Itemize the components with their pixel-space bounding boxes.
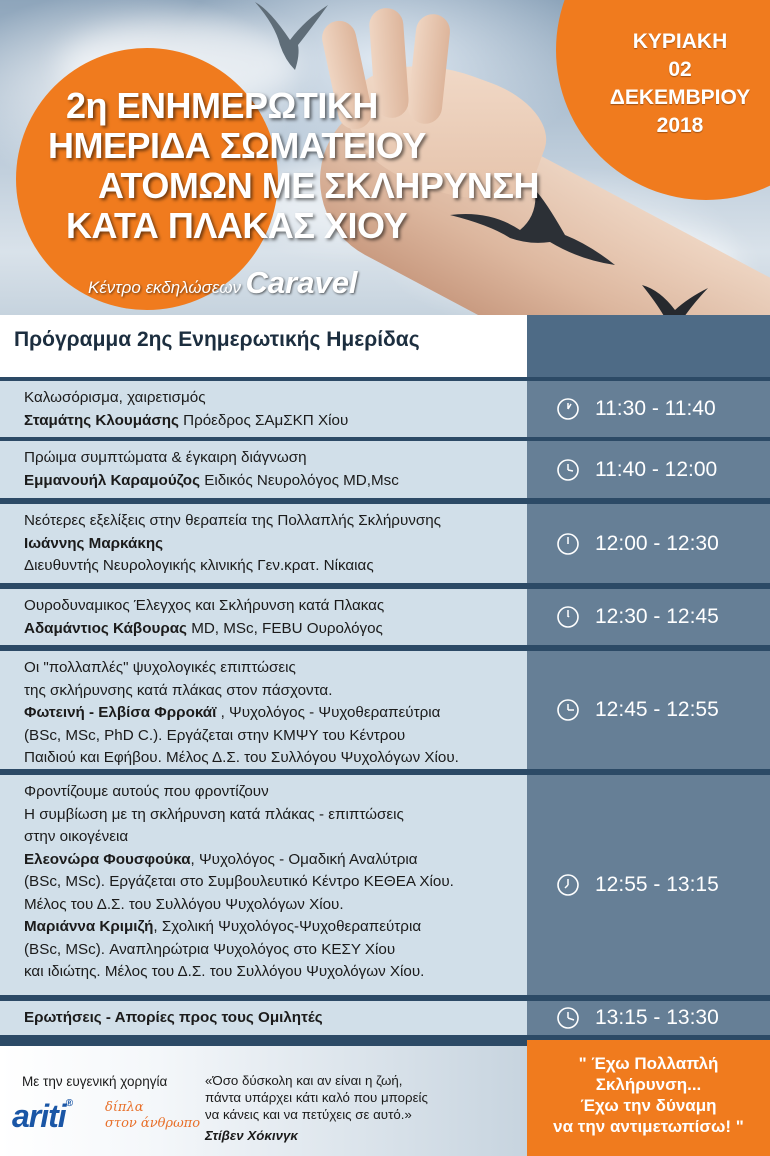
session-row (0, 589, 770, 645)
sponsor-label: Με την ευγενική χορηγία (22, 1074, 168, 1089)
session-row (0, 441, 770, 498)
quote-line: «Όσο δύσκολη και αν είναι η ζωή, (205, 1073, 403, 1088)
session-text: Καλωσόρισμα, χαιρετισμός (24, 389, 206, 406)
session-text: Πρώιμα συμπτώματα & έγκαιρη διάγνωση (24, 449, 307, 466)
session-line (24, 555, 517, 578)
session-time: 11:30 - 11:40 (595, 397, 716, 420)
session-time-cell (527, 381, 770, 437)
session-text: και ιδιώτης. Μέλος του Δ.Σ. του Συλλόγου Ψυχολόγων Χίου. (24, 963, 425, 980)
session-row (0, 504, 770, 583)
session-time-cell (527, 775, 770, 995)
session-text: Πρόεδρος ΣΑμΣΚΠ Χίου (178, 411, 349, 429)
date-day: ΚΥΡΙΑΚΗ (632, 30, 728, 53)
session-details (0, 589, 527, 645)
motto-line: " Έχω Πολλαπλή (578, 1054, 719, 1073)
session-time-cell (527, 589, 770, 645)
bird-icon (640, 280, 710, 315)
session-text: (BSc, MSc). Αναπληρώτρια Ψυχολόγος στο ΚΕΣΥ Χίου (24, 940, 396, 958)
session-line (24, 470, 517, 493)
session-time-cell (527, 1001, 770, 1035)
session-text: Φροντίζουμε αυτούς που φροντίζουν (24, 783, 269, 800)
session-line (24, 657, 517, 680)
quote (205, 1072, 525, 1123)
session-time-cell (527, 441, 770, 498)
session-text: Ειδικός Νευρολόγος MD,Msc (199, 471, 399, 489)
session-time: 12:55 - 13:15 (595, 873, 719, 896)
program-title-side (527, 315, 770, 377)
session-details (0, 381, 527, 437)
venue (88, 265, 358, 301)
session-text: Παιδιού και Εφήβου. Μέλος Δ.Σ. του Συλλόγου Ψυχολόγων Χίου. (24, 749, 459, 766)
session-line (24, 595, 517, 618)
session-text: της σκλήρυνσης κατά πλάκας στον πάσχοντα. (24, 681, 333, 699)
session-text: στην οικογένεια (24, 828, 129, 845)
session-line (24, 849, 517, 872)
quote-line: πάντα υπάρχει κάτι καλό που μπορείς (205, 1090, 428, 1105)
session-line (24, 916, 517, 939)
session-text: Ουροδυναμικος Έλεγχος και Σκλήρυνση κατά Πλακας (24, 597, 385, 614)
quote-author: Στίβεν Χόκινγκ (205, 1128, 298, 1143)
date-month: ΔΕΚΕΜΒΡΙΟΥ (609, 86, 751, 109)
session-details (0, 1001, 527, 1035)
session-line (24, 410, 517, 433)
speaker-name: Αδαμάντιος Κάβουρας (24, 619, 187, 637)
session-line (24, 680, 517, 703)
speaker-name: Ερωτήσεις - Απορίες προς τους Ομιλητές (24, 1009, 323, 1026)
session-line (24, 447, 517, 470)
title-line: ΚΑΤΑ ΠΛΑΚΑΣ ΧΙΟΥ (66, 205, 407, 246)
session-text: Νεότερες εξελίξεις στην θεραπεία της Πολλαπλής Σκλήρυνσης (24, 512, 441, 529)
session-line (24, 939, 517, 962)
motto-line: Σκλήρυνση... (595, 1075, 702, 1094)
session-text: Διευθυντής Νευρολογικής κλινικής Γεν.κρατ. Νίκαιας (24, 557, 374, 574)
session-line (24, 804, 517, 827)
session-row (0, 381, 770, 437)
session-details (0, 651, 527, 769)
quote-line: να κάνεις και να πετύχεις σε αυτό.» (205, 1107, 412, 1122)
session-details (0, 441, 527, 498)
session-line (24, 747, 517, 770)
session-line (24, 725, 517, 748)
session-time: 13:15 - 13:30 (595, 1006, 719, 1029)
sponsor-tagline-line: στον άνθρωπο (105, 1116, 201, 1131)
session-line (24, 961, 517, 984)
speaker-name: Ελεονώρα Φουσφούκα (24, 850, 191, 868)
session-line (24, 510, 517, 533)
clock-icon (556, 873, 580, 897)
session-time-cell (527, 504, 770, 583)
motto (527, 1053, 770, 1137)
session-time: 12:45 - 12:55 (595, 698, 719, 721)
clock-icon (556, 458, 580, 482)
sponsor-logo-text: ariti (12, 1098, 66, 1134)
session-line (24, 533, 517, 556)
session-line (24, 781, 517, 804)
session-text: , Σχολική Ψυχολόγος-Ψυχοθεραπεύτρια (153, 918, 422, 935)
session-text: (BSc, MSc). Εργάζεται στο Συμβουλευτικό Κέντρο ΚΕΘΕΑ Χίου. (24, 873, 454, 890)
session-line (24, 702, 517, 725)
title-line: ΗΜΕΡΙΔΑ ΣΩΜΑΤΕΙΟΥ (48, 125, 426, 166)
session-text: MD, MSc, FEBU Ουρολόγος (186, 619, 383, 637)
clock-icon (556, 605, 580, 629)
program-title: Πρόγραμμα 2ης Ενημερωτικής Ημερίδας (14, 328, 420, 351)
session-details (0, 504, 527, 583)
session-text: , Ψυχολόγος - Ομαδική Αναλύτρια (190, 850, 418, 868)
session-text: Μέλος του Δ.Σ. του Συλλόγου Ψυχολόγων Χίου. (24, 895, 344, 913)
session-line (24, 387, 517, 410)
hero-banner (0, 0, 770, 315)
session-row (0, 651, 770, 769)
event-title (40, 86, 560, 246)
session-line (24, 1007, 517, 1030)
venue-prefix: Κέντρο εκδηλώσεων (88, 278, 242, 297)
motto-line: Έχω την δύναμη (580, 1096, 717, 1115)
speaker-name: Μαριάννα Κριμιζή (24, 918, 154, 935)
clock-icon (556, 532, 580, 556)
session-row (0, 1001, 770, 1035)
dove-icon (250, 0, 330, 75)
clock-icon (556, 1006, 580, 1030)
date-year: 2018 (656, 114, 704, 137)
clock-icon (556, 698, 580, 722)
title-line: 2η ΕΝΗΜΕΡΩΤΙΚΗ (66, 85, 378, 126)
clock-icon (556, 397, 580, 421)
speaker-name: Εμμανουήλ Καραμούζος (24, 471, 200, 489)
session-text: Η συμβίωση με τη σκλήρυνση κατά πλάκας - επιπτώσεις (24, 805, 404, 823)
session-time: 12:30 - 12:45 (595, 605, 719, 628)
session-details (0, 775, 527, 995)
sponsor-tagline (105, 1100, 200, 1132)
speaker-name: Ιωάννης Μαρκάκης (24, 534, 164, 552)
session-text: (BSc, MSc, PhD C.). Εργάζεται στην ΚΜΨΥ του Κέντρου (24, 726, 406, 744)
sponsor-tagline-line: δίπλα (105, 1100, 144, 1115)
session-time: 12:00 - 12:30 (595, 531, 719, 555)
session-time: 11:40 - 12:00 (595, 457, 718, 481)
session-time-cell (527, 651, 770, 769)
session-line (24, 826, 517, 849)
event-date (590, 28, 770, 140)
speaker-name: Σταμάτης Κλουμάσης (24, 411, 179, 429)
session-text: Οι "πολλαπλές" ψυχολογικές επιπτώσεις (24, 659, 296, 676)
registered-mark: ® (65, 1098, 73, 1109)
sponsor-logo (12, 1098, 72, 1135)
session-row (0, 775, 770, 995)
title-line: ΑΤΟΜΩΝ ΜΕ ΣΚΛΗΡΥΝΣΗ (98, 165, 539, 206)
session-line (24, 618, 517, 641)
speaker-name: Φωτεινή - Ελβίσα Φρροκάϊ (24, 704, 217, 721)
date-number: 02 (668, 58, 692, 81)
motto-line: να την αντιμετωπίσω! " (553, 1117, 744, 1136)
session-line (24, 894, 517, 917)
session-text: , Ψυχολόγος - Ψυχοθεραπεύτρια (216, 704, 441, 721)
session-line (24, 871, 517, 894)
venue-name: Caravel (245, 265, 358, 300)
